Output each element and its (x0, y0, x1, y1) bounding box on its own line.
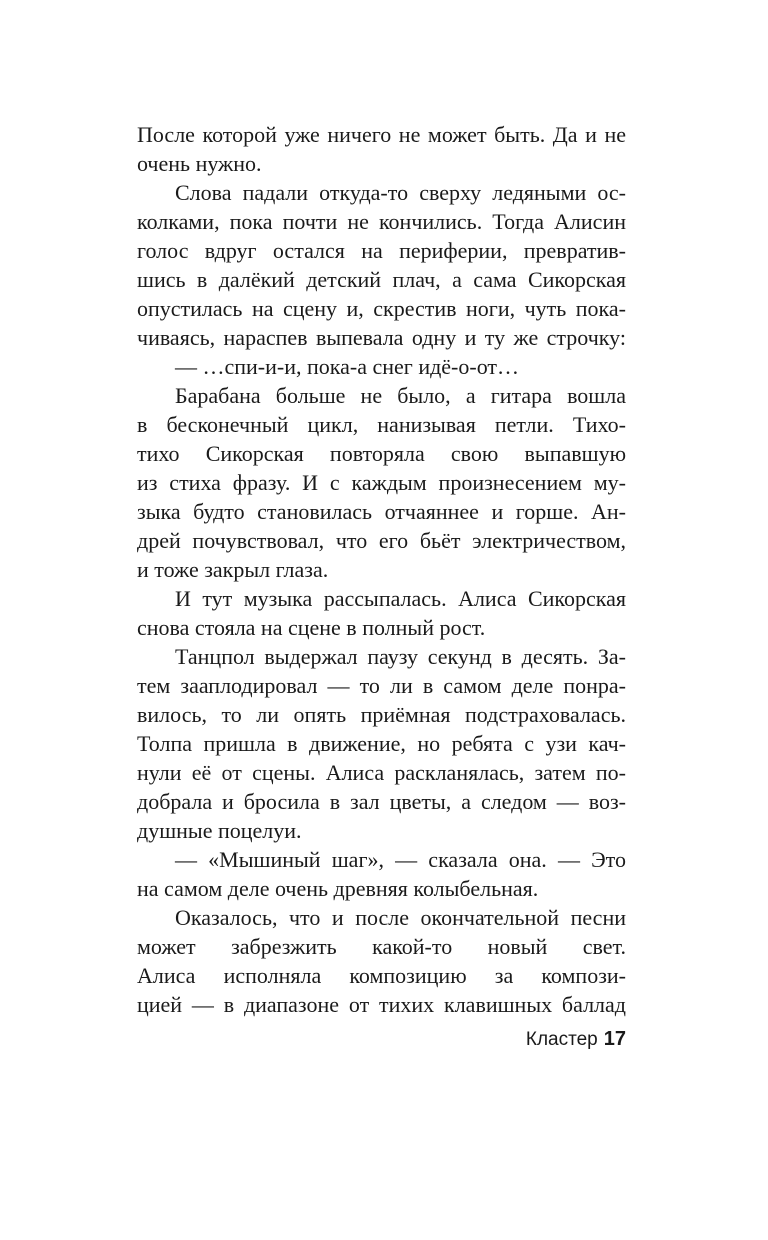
text-line: в бесконечный цикл, нанизывая петли. Тихо- (137, 412, 626, 437)
text-line: — …спи-и-и, пока-а снег идё-о-от… (175, 354, 520, 379)
text-line: вилось, то ли опять приёмная подстраховалась. (137, 702, 626, 727)
text-line: очень нужно. (137, 151, 262, 176)
text-line: из стиха фразу. И с каждым произнесением му- (137, 470, 626, 495)
text-line: голос вдруг остался на периферии, превратив- (137, 238, 626, 263)
text-line: И тут музыка рассыпалась. Алиса Сикорская (175, 586, 626, 611)
text-line: Слова падали откуда-то сверху ледяными ос- (175, 180, 626, 205)
text-line: дрей почувствовал, что его бьёт электричеством, (137, 528, 626, 553)
text-line: зыка будто становилась отчаяннее и горше. Ан- (137, 499, 626, 524)
page-number: 17 (603, 1028, 626, 1050)
text-line: — «Мышиный шаг», — сказала она. — Это (175, 847, 626, 872)
text-line: Оказалось, что и после окончательной песни (175, 905, 626, 930)
text-line: колками, пока почти не кончились. Тогда Алисин (137, 209, 626, 234)
text-line: нули её от сцены. Алиса раскланялась, затем по- (137, 760, 626, 785)
text-line: шись в далёкий детский плач, а сама Сикорская (137, 267, 626, 292)
text-line: опустилась на сцену и, скрестив ноги, чуть пока- (137, 296, 626, 321)
text-line: душные поцелуи. (137, 818, 302, 843)
text-line: и тоже закрыл глаза. (137, 557, 329, 582)
text-line: цией — в диапазоне от тихих клавишных баллад (137, 992, 626, 1017)
text-line: снова стояла на сцене в полный рост. (137, 615, 486, 640)
text-line: После которой уже ничего не может быть. Да и не (137, 122, 626, 147)
text-line: Танцпол выдержал паузу секунд в десять. За- (175, 644, 626, 669)
text-line: Барабана больше не было, а гитара вошла (175, 383, 626, 408)
running-title: Кластер (525, 1029, 598, 1050)
text-line: добрала и бросила в зал цветы, а следом — воз- (137, 789, 626, 814)
text-line: чиваясь, нараспев выпевала одну и ту же строчку: (137, 325, 626, 350)
text-line: может забрезжить какой-то новый свет. (137, 934, 626, 959)
text-line: Алиса исполняла композицию за компози- (137, 963, 626, 988)
text-line: на самом деле очень древняя колыбельная. (137, 876, 539, 901)
text-line: тихо Сикорская повторяла свою выпавшую (137, 441, 626, 466)
text-line: Толпа пришла в движение, но ребята с узи кач- (137, 731, 626, 756)
page-body (137, 120, 626, 1019)
text-line: тем зааплодировал — то ли в самом деле понра- (137, 673, 626, 698)
page-footer (526, 1028, 626, 1051)
